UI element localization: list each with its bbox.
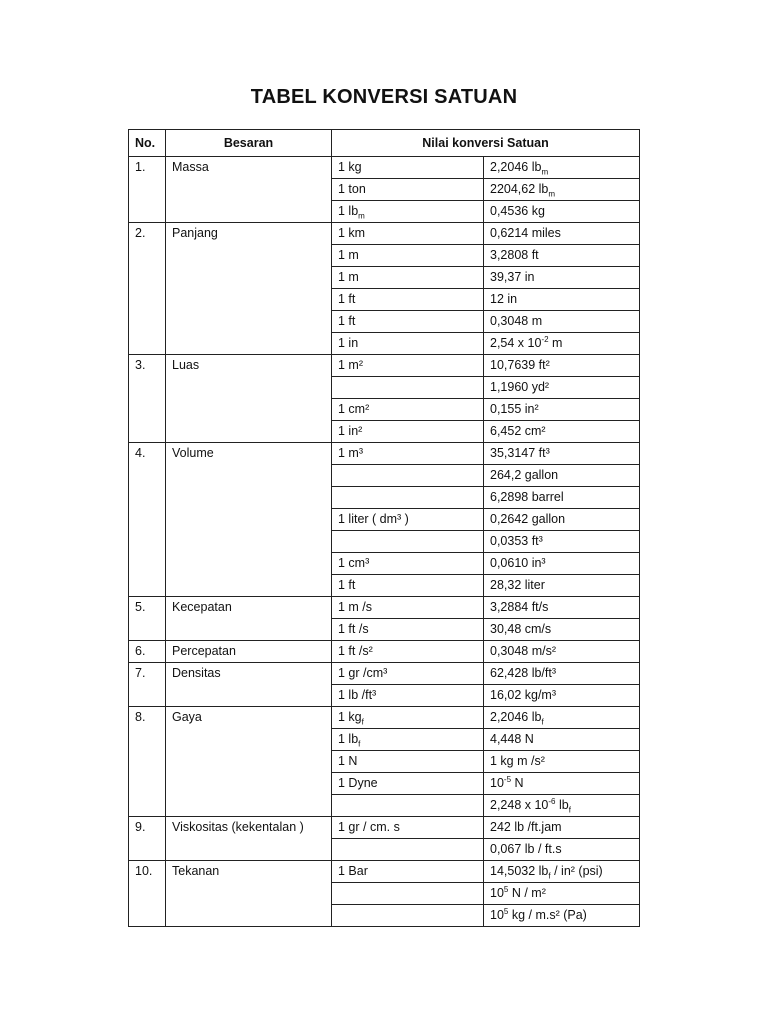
unit-to: 62,428 lb/ft³ — [484, 663, 640, 685]
unit-from: 1 cm³ — [332, 553, 484, 575]
unit-to: 0,3048 m/s² — [484, 641, 640, 663]
unit-from: 1 ton — [332, 179, 484, 201]
unit-to: 264,2 gallon — [484, 465, 640, 487]
table-row — [129, 861, 640, 883]
quantity-name: Luas — [166, 355, 332, 443]
unit-from: 1 m² — [332, 355, 484, 377]
unit-to: 0,4536 kg — [484, 201, 640, 223]
unit-to: 0,067 lb / ft.s — [484, 839, 640, 861]
unit-to: 14,5032 $lb_f / in^2$ (psi) — [484, 861, 640, 883]
unit-from: 1 $lb_m$ — [332, 201, 484, 223]
unit-to: 30,48 cm/s — [484, 619, 640, 641]
unit-to: 2,2046 $lb_m$ — [484, 157, 640, 179]
unit-from: 1 km — [332, 223, 484, 245]
page-title: TABEL KONVERSI SATUAN — [250, 86, 518, 108]
row-number: 6. — [129, 641, 166, 663]
table-row — [129, 355, 640, 377]
table-row — [129, 641, 640, 663]
unit-from: 1 ft /s² — [332, 641, 484, 663]
unit-from — [332, 795, 484, 817]
unit-from: 1 Dyne — [332, 773, 484, 795]
unit-from — [332, 905, 484, 927]
quantity-name: Tekanan — [166, 861, 332, 927]
row-number: 1. — [129, 157, 166, 223]
quantity-name: Gaya — [166, 707, 332, 817]
unit-from: 1 ft /s — [332, 619, 484, 641]
unit-from: 1 ft — [332, 311, 484, 333]
unit-from: 1 in — [332, 333, 484, 355]
unit-from — [332, 883, 484, 905]
header-nilai: Nilai konversi Satuan — [332, 130, 640, 157]
unit-to: 3,2884 ft/s — [484, 597, 640, 619]
unit-to: 1 kg m /s² — [484, 751, 640, 773]
unit-from: 1 cm² — [332, 399, 484, 421]
unit-to: 2204,62 $lb_m$ — [484, 179, 640, 201]
unit-from: 1 ft — [332, 289, 484, 311]
unit-from: 1 N — [332, 751, 484, 773]
unit-to: 4,448 N — [484, 729, 640, 751]
unit-to: 10,7639 ft² — [484, 355, 640, 377]
quantity-name: Densitas — [166, 663, 332, 707]
unit-from: 1 m³ — [332, 443, 484, 465]
row-number: 5. — [129, 597, 166, 641]
table-row — [129, 707, 640, 729]
unit-to: 16,02 kg/m³ — [484, 685, 640, 707]
unit-from — [332, 465, 484, 487]
conversion-table — [128, 129, 640, 927]
row-number: 10. — [129, 861, 166, 927]
unit-from — [332, 531, 484, 553]
table-row — [129, 443, 640, 465]
quantity-name: Volume — [166, 443, 332, 597]
quantity-name: Viskositas (kekentalan ) — [166, 817, 332, 861]
row-number: 2. — [129, 223, 166, 355]
unit-to: $10^5$ kg / m.s² (Pa) — [484, 905, 640, 927]
table-row — [129, 597, 640, 619]
unit-to: 0,155 in² — [484, 399, 640, 421]
unit-from: 1 gr / cm. s — [332, 817, 484, 839]
unit-to: 1,1960 yd² — [484, 377, 640, 399]
unit-to: 0,6214 miles — [484, 223, 640, 245]
unit-to: 2,2046 $lb_f$ — [484, 707, 640, 729]
table-row — [129, 663, 640, 685]
unit-from: 1 m /s — [332, 597, 484, 619]
unit-to: 0,3048 m — [484, 311, 640, 333]
row-number: 9. — [129, 817, 166, 861]
unit-to: 6,2898 barrel — [484, 487, 640, 509]
header-row — [129, 130, 640, 157]
unit-to: 3,2808 ft — [484, 245, 640, 267]
unit-from — [332, 377, 484, 399]
row-number: 3. — [129, 355, 166, 443]
unit-from: 1 ft — [332, 575, 484, 597]
quantity-name: Massa — [166, 157, 332, 223]
unit-to: 0,0610 in³ — [484, 553, 640, 575]
unit-from: 1 in² — [332, 421, 484, 443]
quantity-name: Kecepatan — [166, 597, 332, 641]
unit-to: $10^5$ N / m² — [484, 883, 640, 905]
unit-from: 1 gr /cm³ — [332, 663, 484, 685]
unit-to: 12 in — [484, 289, 640, 311]
unit-to: 2,54 x $10^{-2}$ m — [484, 333, 640, 355]
unit-from: 1 $kg_f$ — [332, 707, 484, 729]
unit-to: 39,37 in — [484, 267, 640, 289]
unit-to: 0,0353 ft³ — [484, 531, 640, 553]
unit-from — [332, 487, 484, 509]
unit-from: 1 liter ( dm³ ) — [332, 509, 484, 531]
table-row — [129, 157, 640, 179]
header-no: No. — [129, 130, 166, 157]
unit-to: 2,248 x $10^{-6}$ $lb_f$ — [484, 795, 640, 817]
unit-to: $10^{-5}$ N — [484, 773, 640, 795]
unit-to: 6,452 cm² — [484, 421, 640, 443]
unit-to: 0,2642 gallon — [484, 509, 640, 531]
table-row — [129, 223, 640, 245]
header-besaran: Besaran — [166, 130, 332, 157]
unit-to: 28,32 liter — [484, 575, 640, 597]
table-row — [129, 817, 640, 839]
unit-to: 242 lb /ft.jam — [484, 817, 640, 839]
row-number: 4. — [129, 443, 166, 597]
quantity-name: Percepatan — [166, 641, 332, 663]
row-number: 7. — [129, 663, 166, 707]
unit-to: 35,3147 ft³ — [484, 443, 640, 465]
unit-from — [332, 839, 484, 861]
unit-from: 1 Bar — [332, 861, 484, 883]
quantity-name: Panjang — [166, 223, 332, 355]
unit-from: 1 $lb_f$ — [332, 729, 484, 751]
unit-from: 1 m — [332, 245, 484, 267]
unit-from: 1 kg — [332, 157, 484, 179]
unit-from: 1 m — [332, 267, 484, 289]
row-number: 8. — [129, 707, 166, 817]
unit-from: 1 lb /ft³ — [332, 685, 484, 707]
